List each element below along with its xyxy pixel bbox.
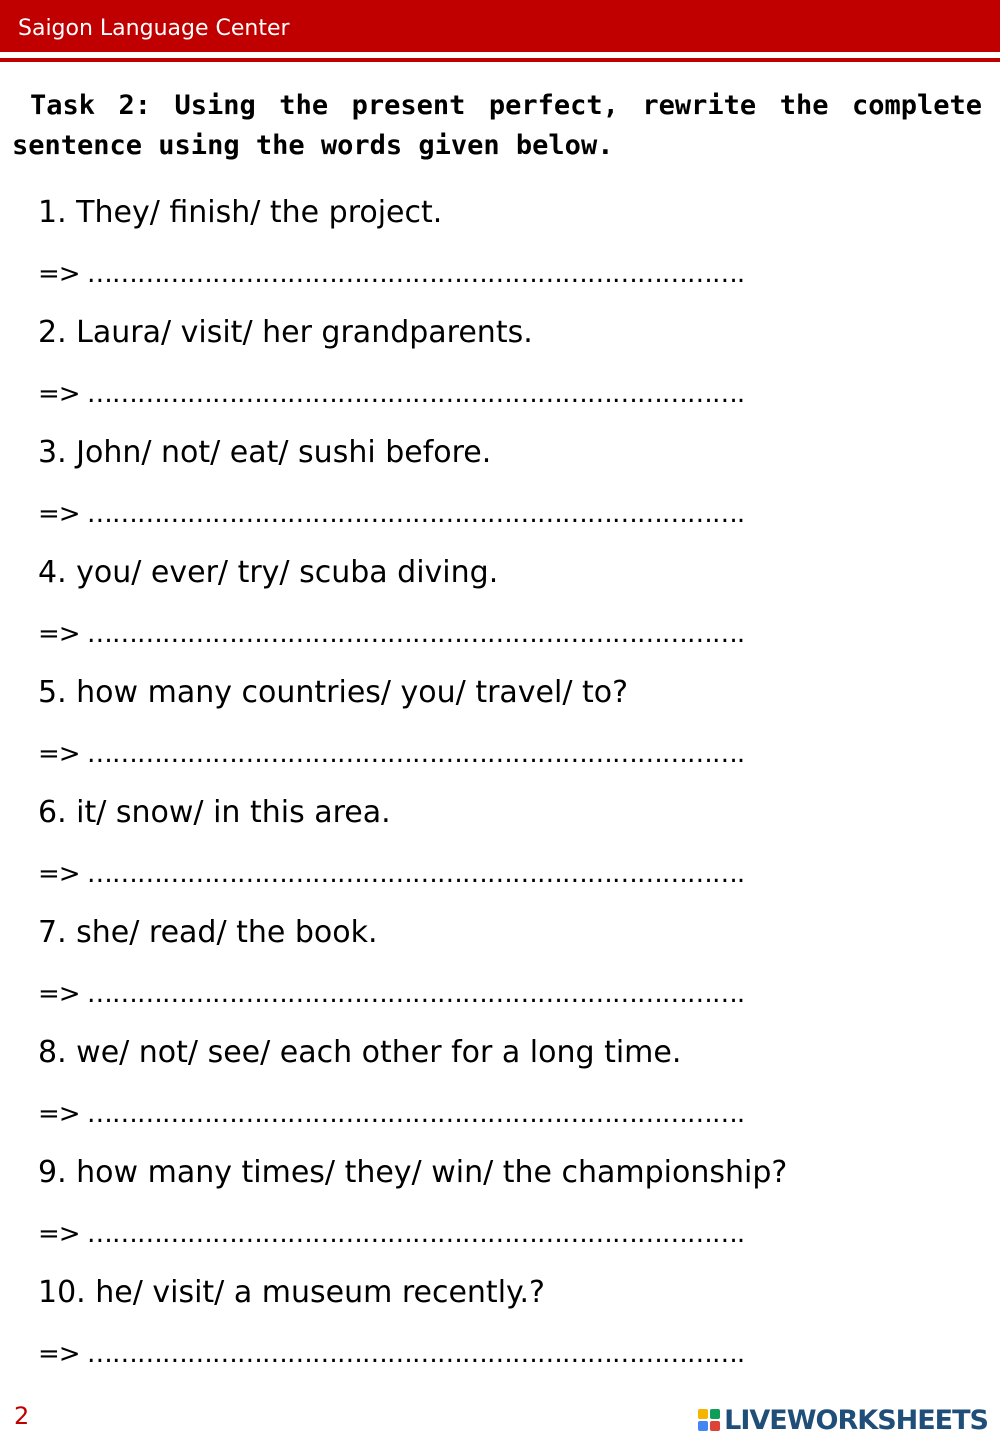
answer-line[interactable]: => ……………………………………………………………………. <box>38 859 745 889</box>
exercise-prompt: 8. we/ not/ see/ each other for a long time. <box>38 1035 682 1070</box>
liveworksheets-brand[interactable] <box>698 1403 988 1437</box>
answer-line[interactable]: => ……………………………………………………………………. <box>38 1099 745 1129</box>
answer-line[interactable]: => ……………………………………………………………………. <box>38 379 745 409</box>
answer-line[interactable]: => ……………………………………………………………………. <box>38 259 745 289</box>
header-divider <box>0 58 1000 62</box>
page-number: 2 <box>14 1402 30 1430</box>
exercise-prompt: 1. They/ finish/ the project. <box>38 195 443 230</box>
answer-line[interactable]: => ……………………………………………………………………. <box>38 979 745 1009</box>
exercise-prompt: 2. Laura/ visit/ her grandparents. <box>38 315 533 350</box>
exercise-prompt: 7. she/ read/ the book. <box>38 915 378 950</box>
header-bar <box>0 0 1000 52</box>
brand-name: LIVEWORKSHEETS <box>724 1404 988 1436</box>
exercise-prompt: 3. John/ not/ eat/ sushi before. <box>38 435 492 470</box>
answer-line[interactable]: => ……………………………………………………………………. <box>38 1219 745 1249</box>
header-title: Saigon Language Center <box>18 16 290 41</box>
answer-line[interactable]: => ……………………………………………………………………. <box>38 739 745 769</box>
exercise-prompt: 4. you/ ever/ try/ scuba diving. <box>38 555 499 590</box>
exercise-prompt: 9. how many times/ they/ win/ the championship? <box>38 1155 788 1190</box>
liveworksheets-logo-icon <box>698 1409 720 1431</box>
answer-line[interactable]: => ……………………………………………………………………. <box>38 499 745 529</box>
task-heading: Task 2: Using the present perfect, rewrite the complete sentence using the words given below. <box>12 90 982 161</box>
exercise-prompt: 5. how many countries/ you/ travel/ to? <box>38 675 629 710</box>
answer-line[interactable]: => ……………………………………………………………………. <box>38 1339 745 1369</box>
answer-line[interactable]: => ……………………………………………………………………. <box>38 619 745 649</box>
exercise-prompt: 10. he/ visit/ a museum recently.? <box>38 1275 545 1310</box>
exercise-prompt: 6. it/ snow/ in this area. <box>38 795 391 830</box>
